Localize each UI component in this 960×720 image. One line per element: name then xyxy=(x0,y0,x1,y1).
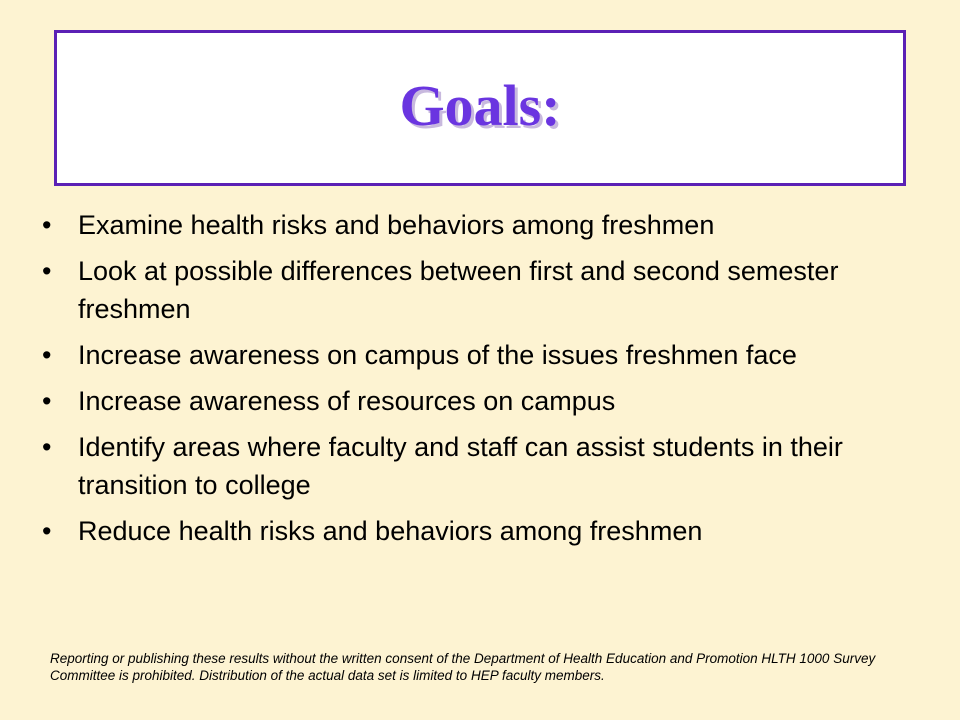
goal-item xyxy=(40,336,900,374)
bullet-icon: • xyxy=(42,516,52,546)
title-box xyxy=(54,30,906,186)
goal-item xyxy=(40,252,900,328)
goals-list xyxy=(40,206,900,558)
goal-item xyxy=(40,512,900,550)
goal-text: Look at possible differences between first and second semester freshmen xyxy=(78,256,839,324)
bullet-icon: • xyxy=(42,432,52,462)
bullet-icon: • xyxy=(42,340,52,370)
goal-item xyxy=(40,428,900,504)
bullet-icon: • xyxy=(42,210,52,240)
goal-text: Increase awareness on campus of the issues freshmen face xyxy=(78,340,797,370)
bullet-icon: • xyxy=(42,256,52,286)
goal-text: Reduce health risks and behaviors among freshmen xyxy=(78,516,703,546)
disclaimer-text: Reporting or publishing these results without the written consent of the Department of Health Education and Promotion HLTH 1000 Survey Committee is prohibited. Distribution of the actual data set is limited to HEP faculty members. xyxy=(50,651,876,683)
bullet-icon: • xyxy=(42,386,52,416)
goal-text: Increase awareness of resources on campus xyxy=(78,386,616,416)
goal-text: Examine health risks and behaviors among freshmen xyxy=(78,210,715,240)
slide-title: Goals: xyxy=(399,73,561,138)
goal-item xyxy=(40,382,900,420)
goal-text: Identify areas where faculty and staff can assist students in their transition to college xyxy=(78,432,843,500)
goal-item xyxy=(40,206,900,244)
